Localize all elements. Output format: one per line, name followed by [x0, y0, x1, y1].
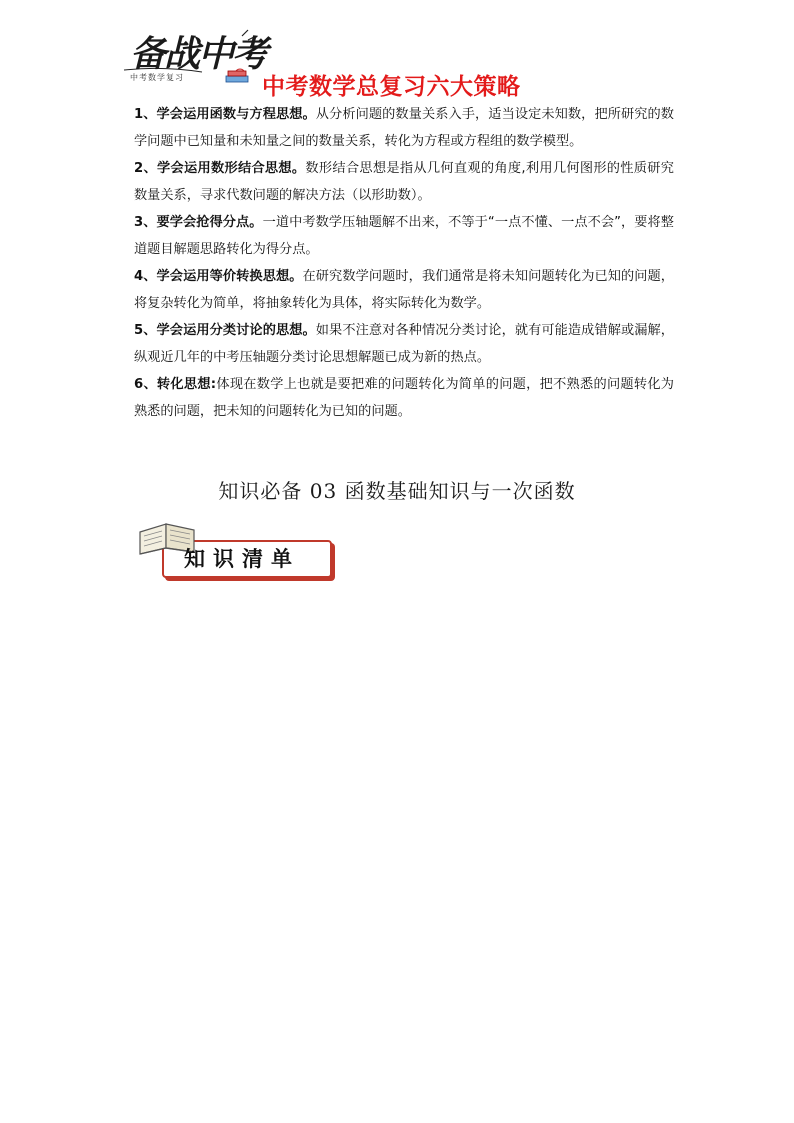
strategy-lead: 5、学会运用分类讨论的思想。	[134, 323, 316, 338]
badge-label: 知识清单	[184, 547, 300, 571]
strategy-title: 中考数学总复习六大策略	[262, 74, 521, 100]
strategy-body: 体现在数学上也就是要把难的问题转化为简单的问题，把不熟悉的问题转化为熟悉的问题，把未知的问题转化为已知的问题。	[134, 377, 674, 419]
section-heading: 知识必备 03 函数基础知识与一次函数	[218, 479, 576, 503]
strategy-body: 在研究数学问题时，我们通常是将未知问题转化为已知的问题，将复杂转化为简单，将抽象转化为具体，将实际转化为数学。	[134, 269, 674, 311]
strategy-body: 从分析问题的数量关系入手，适当设定未知数，把所研究的数学问题中已知量和未知量之间的数量关系，转化为方程或方程组的数学模型。	[134, 107, 674, 149]
strategy-item	[134, 155, 674, 209]
strategy-lead: 3、要学会抢得分点。	[134, 215, 263, 230]
strategy-item	[134, 317, 674, 371]
strategy-body: 如果不注意对各种情况分类讨论，就有可能造成错解或漏解，纵观近几年的中考压轴题分类讨论思想解题已成为新的热点。	[134, 323, 674, 365]
knowledge-list-badge	[136, 518, 336, 582]
strategy-lead: 6、转化思想:	[134, 377, 217, 392]
strategy-item	[134, 263, 674, 317]
strategy-item	[134, 209, 674, 263]
strategy-item	[134, 101, 674, 155]
strategy-list	[134, 101, 674, 425]
strategy-lead: 4、学会运用等价转换思想。	[134, 269, 303, 284]
strategy-lead: 1、学会运用函数与方程思想。	[134, 107, 316, 122]
strategy-body: 一道中考数学压轴题解不出来，不等于“一点不懂、一点不会”，要将整道题目解题思路转化为得分点。	[134, 215, 674, 257]
logo-subtext: 中考数学复习	[130, 73, 184, 82]
logo-text: 备战中考	[130, 33, 267, 75]
strategy-lead: 2、学会运用数形结合思想。	[134, 161, 306, 176]
strategy-body: 数形结合思想是指从几何直观的角度,利用几何图形的性质研究数量关系，寻求代数问题的解决方法（以形助数）。	[134, 161, 674, 203]
strategy-item	[134, 371, 674, 425]
